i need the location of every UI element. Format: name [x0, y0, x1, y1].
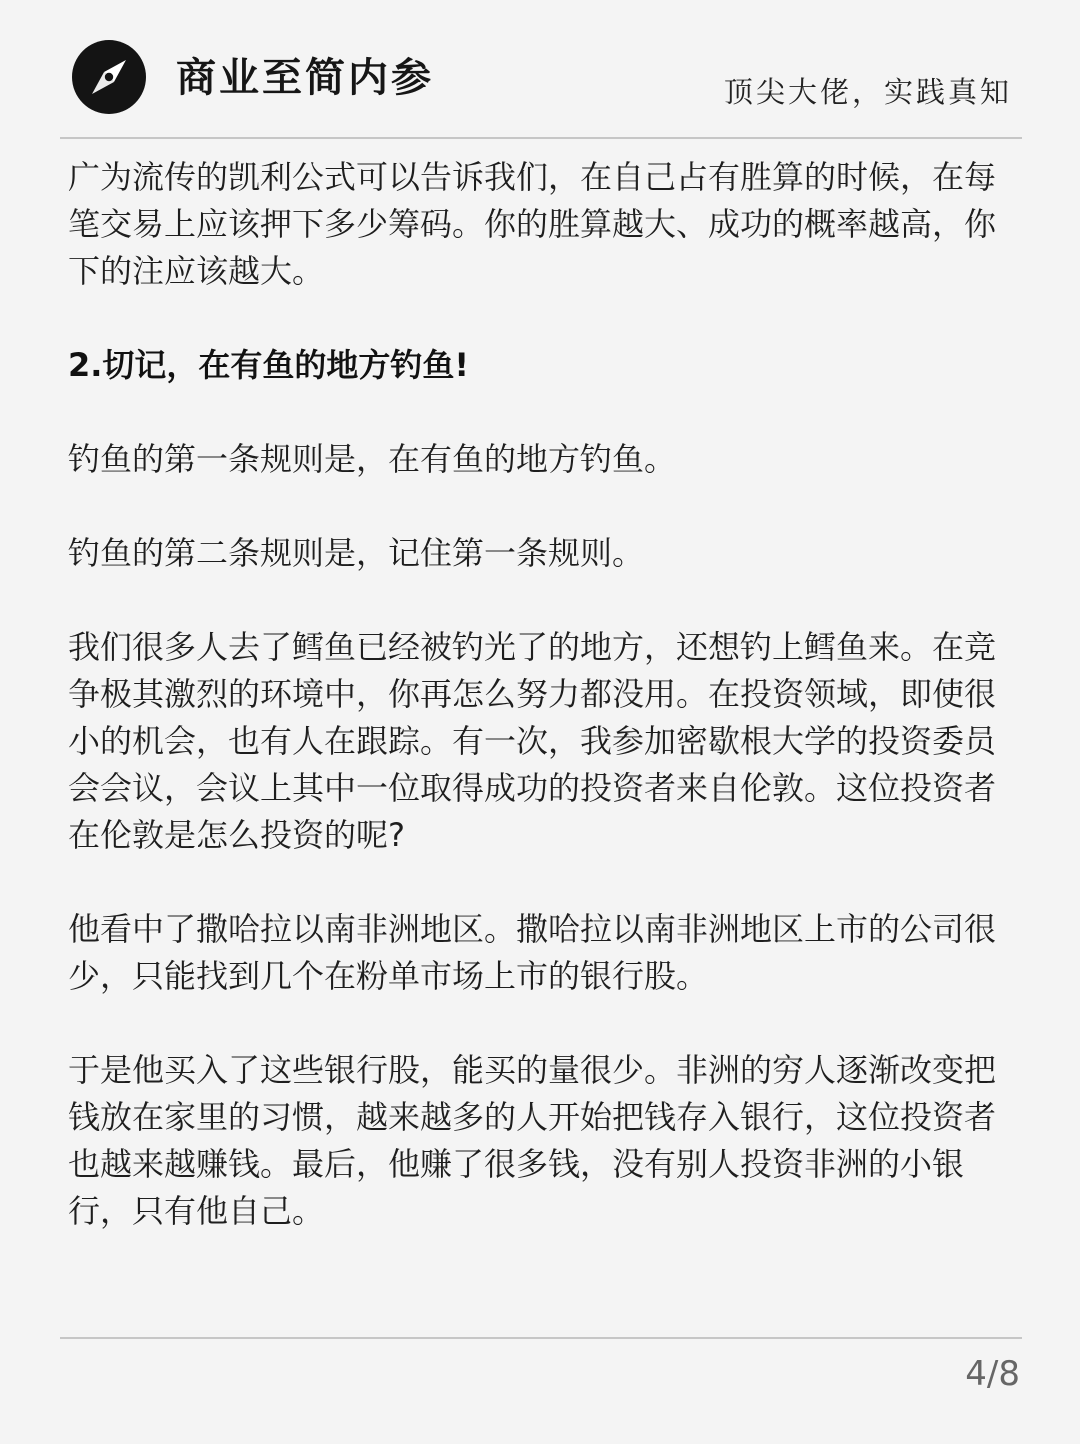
article-body [68, 154, 1018, 1282]
paragraph-bank-stocks: 于是他买入了这些银行股，能买的量很少。非洲的穷人逐渐改变把钱放在家里的习惯，越来越多的人开始把钱存入银行，这位投资者也越来越赚钱。最后，他赚了很多钱，没有别人投资非洲的小银行，只有他自己。 [68, 1051, 997, 1230]
brand-slogan: 顶尖大佬，实践真知 [723, 75, 1012, 109]
paragraph-fishing-rule-2: 钓鱼的第二条规则是，记住第一条规则。 [68, 534, 645, 572]
brand-title: 商业至简内参 [176, 55, 434, 101]
compass-icon [72, 40, 146, 114]
paragraph-fishing-rule-1: 钓鱼的第一条规则是，在有鱼的地方钓鱼。 [68, 440, 677, 478]
page-indicator: 4/8 [965, 1354, 1020, 1394]
paragraph-kelly-formula: 广为流传的凯利公式可以告诉我们，在自己占有胜算的时候，在每笔交易上应该押下多少筹码。你的胜算越大、成功的概率越高，你下的注应该越大。 [68, 158, 997, 290]
footer-divider [60, 1337, 1022, 1339]
section-heading: 2.切记，在有鱼的地方钓鱼! [68, 346, 470, 384]
header-divider [60, 137, 1022, 139]
header [0, 0, 1080, 138]
paragraph-sub-saharan-africa: 他看中了撒哈拉以南非洲地区。撒哈拉以南非洲地区上市的公司很少，只能找到几个在粉单市场上市的银行股。 [68, 910, 997, 995]
paragraph-cod-fishing: 我们很多人去了鳕鱼已经被钓光了的地方，还想钓上鳕鱼来。在竞争极其激烈的环境中，你再怎么努力都没用。在投资领域，即使很小的机会，也有人在跟踪。有一次，我参加密歇根大学的投资委员会会议，会议上其中一位取得成功的投资者来自伦敦。这位投资者在伦敦是怎么投资的呢? [68, 628, 997, 854]
